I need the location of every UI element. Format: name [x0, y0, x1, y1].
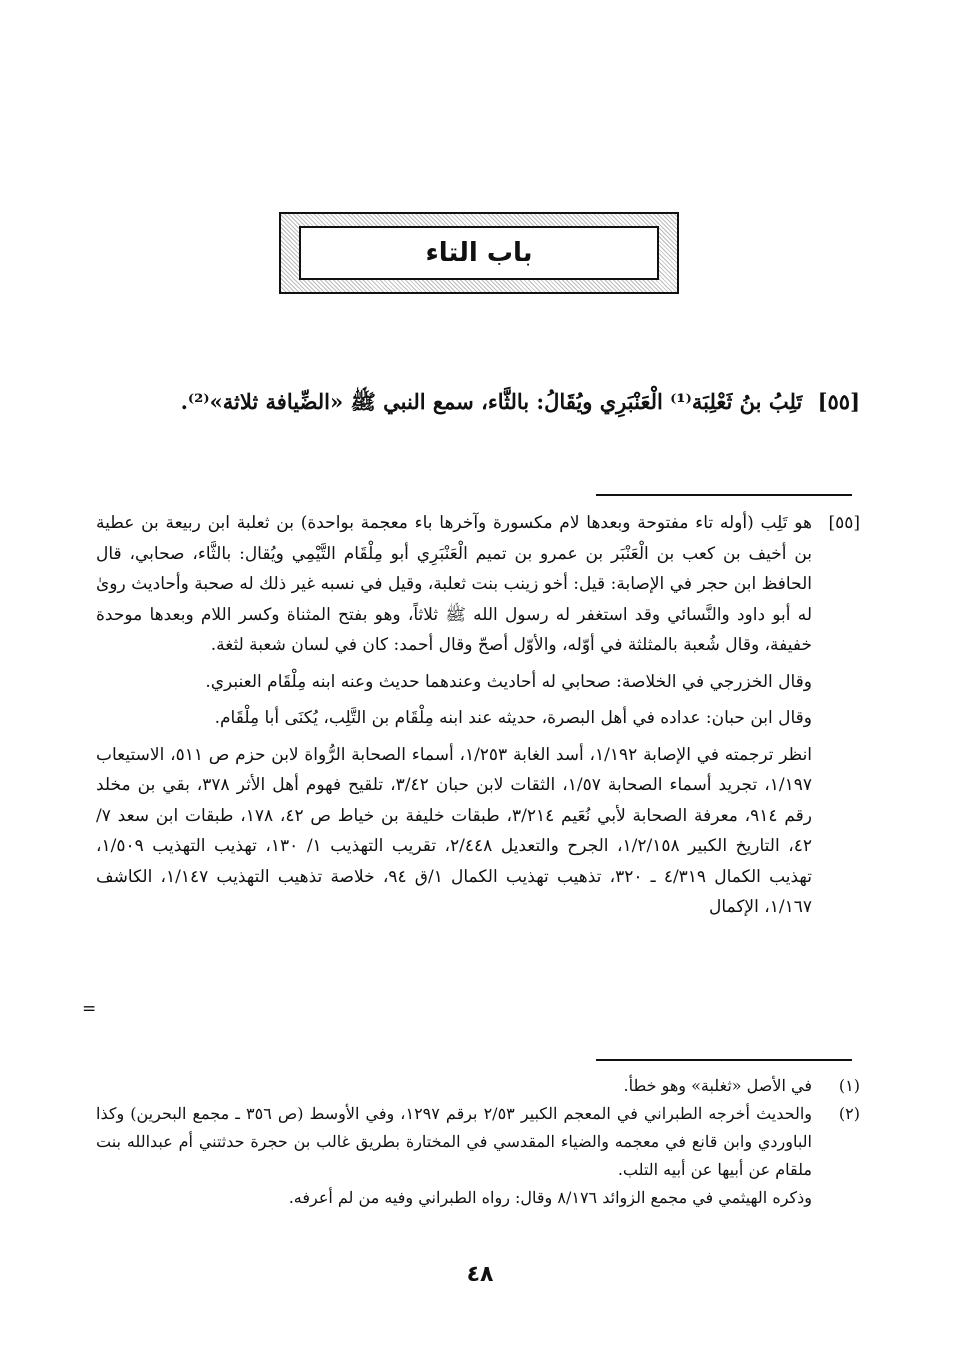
note-paragraph-biography: هو تَلِب (أوله تاء مفتوحة وبعدها لام مكسورة وآخرها باء معجمة بواحدة) بن ثعلبة ابن ربيعة بن عطية بن أخيف بن كعب بن الْعَنْبَر بن عمرو بن تميم الْعَنْبَرِي أبو مِلْقَام التَّيْمِي ويُقال: بالثَّاء، صحابي، قال الحافظ ابن حجر في الإصابة: قيل: أخو زينب بنت ثعلبة، وقيل في نسبه غير ذلك له صحبة وأحاديث روىٰ له أبو داود والنَّسائي وقد استغفر له رسول الله ﷺ ثلاثاً، وهو بفتح المثناة وكسر اللام وبعدها موحدة خفيفة، وقال شُعبة بالمثلثة في أوّله، والأوّل أصحّ وقال أحمد: كان في لسان شعبة لثغة. — [96, 513, 812, 655]
page-number: ٤٨ — [466, 1262, 494, 1287]
chapter-title-frame — [279, 212, 679, 294]
footnote-number: (١) — [838, 1076, 860, 1095]
continuation-mark: = — [82, 999, 97, 1019]
footnote — [96, 1184, 860, 1212]
commentary-notes — [96, 508, 860, 929]
entry-text: تَلِبُ بنُ ثَعْلِبَة⁽¹⁾ الْعَنْبَرِي ويُقَالُ: بالثَّاء، سمع النبي ﷺ «الضِّيافة ثلاثة»⁽²⁾. — [180, 389, 803, 414]
footnotes — [96, 1072, 860, 1212]
note-body — [96, 508, 812, 929]
footnote-number: (٢) — [838, 1104, 860, 1123]
notes-separator — [596, 494, 852, 496]
main-entry — [96, 380, 860, 424]
footnote-text: والحديث أخرجه الطبراني في المعجم الكبير ٢/٥٣ برقم ١٢٩٧، وفي الأوسط (ص ٣٥٦ ـ مجمع البحرين) وكذا الباوردي وابن قانع في معجمه والضياء المقدسي في المختارة بطريق غالب بن حجرة حدثتني أم عبدالله بنت ملقام عن أبيها عن أبيه التلب. — [96, 1104, 813, 1179]
chapter-title-box — [299, 226, 659, 280]
note-paragraph-ibn-hibban: وقال ابن حبان: عداده في أهل البصرة، حديثه عند ابنه مِلْقَام بن التَّلِب، يُكنَى أبا مِلْقَام. — [214, 708, 812, 728]
entry-number: [٥٥] — [817, 389, 860, 414]
chapter-title: باب التاء — [425, 238, 533, 268]
note-paragraph-khulasa: وقال الخزرجي في الخلاصة: صحابي له أحاديث وعندهما حديث وعنه ابنه مِلْقَام العنبري. — [205, 671, 812, 692]
footnote — [96, 1100, 860, 1184]
note-paragraph-references: انظر ترجمته في الإصابة ١/١٩٢، أسد الغابة ١/٢٥٣، أسماء الصحابة الرُّواة لابن حزم ص ٥١١، الاستيعاب ١/١٩٧، تجريد أسماء الصحابة ١/٥٧، الثقات لابن حبان ٣/٤٢، تلقيح فهوم أهل الأثر ٣٧٨، بقي بن مخلد رقم ٩١٤، معرفة الصحابة لأبي نُعَيم ٣/٢١٤، طبقات خليفة بن خياط ص ٤٢، ١٧٨، طبقات ابن سعد ٧/ ٤٢، التاريخ الكبير ١/٢/١٥٨، الجرح والتعديل ٢/٤٤٨، تقريب التهذيب ١/ ١٣٠، تهذيب التهذيب ١/٥٠٩، تهذيب الكمال ٤/٣١٩ ـ ٣٢٠، تذهيب تهذيب الكمال ١/ق ٩٤، خلاصة تذهيب التهذيب ١/١٤٧، الكاشف ١/١٦٧، الإكمال — [96, 744, 813, 917]
note-row — [96, 508, 860, 929]
footnote-number — [812, 1184, 860, 1212]
footnote-text: وذكره الهيثمي في مجمع الزوائد ٨/١٧٦ وقال: رواه الطبراني وفيه من لم أعرفه. — [288, 1188, 812, 1207]
footnote — [96, 1072, 860, 1100]
footnote-text: في الأصل «ثغلبة» وهو خطأ. — [623, 1076, 812, 1095]
footnotes-separator — [596, 1059, 852, 1061]
note-number: [٥٥] — [828, 513, 860, 533]
